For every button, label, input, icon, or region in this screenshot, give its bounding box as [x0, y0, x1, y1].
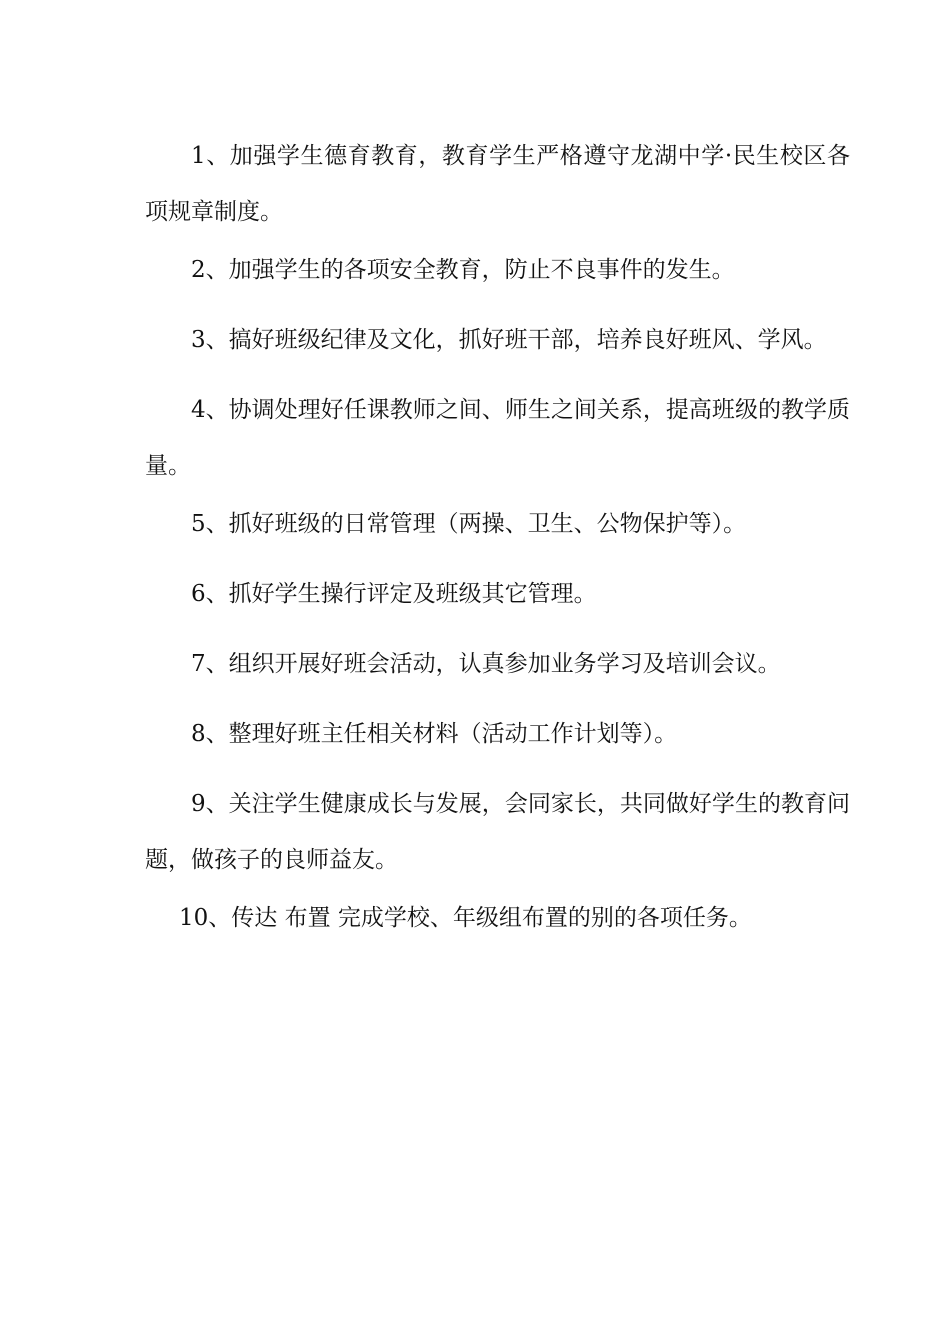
list-item: 8、整理好班主任相关材料（活动工作计划等）。	[191, 721, 678, 747]
list-item: 4、协调处理好任课教师之间、师生之间关系，提高班级的教学质量。	[145, 397, 850, 479]
list-item: 7、组织开展好班会活动，认真参加业务学习及培训会议。	[191, 651, 781, 677]
list-item: 2、加强学生的各项安全教育，防止不良事件的发生。	[191, 257, 735, 283]
list-item: 10、传达 布置 完成学校、年级组布置的别的各项任务。	[179, 905, 752, 931]
list-item: 5、抓好班级的日常管理（两操、卫生、公物保护等）。	[191, 511, 747, 537]
list-item: 1、加强学生德育教育，教育学生严格遵守龙湖中学·民生校区各项规章制度。	[145, 143, 850, 225]
list-item: 6、抓好学生操行评定及班级其它管理。	[191, 581, 597, 607]
document-body	[145, 128, 850, 960]
list-item: 9、关注学生健康成长与发展，会同家长，共同做好学生的教育问题，做孩子的良师益友。	[145, 791, 850, 873]
list-item: 3、搞好班级纪律及文化，抓好班干部，培养良好班风、学风。	[191, 327, 827, 353]
